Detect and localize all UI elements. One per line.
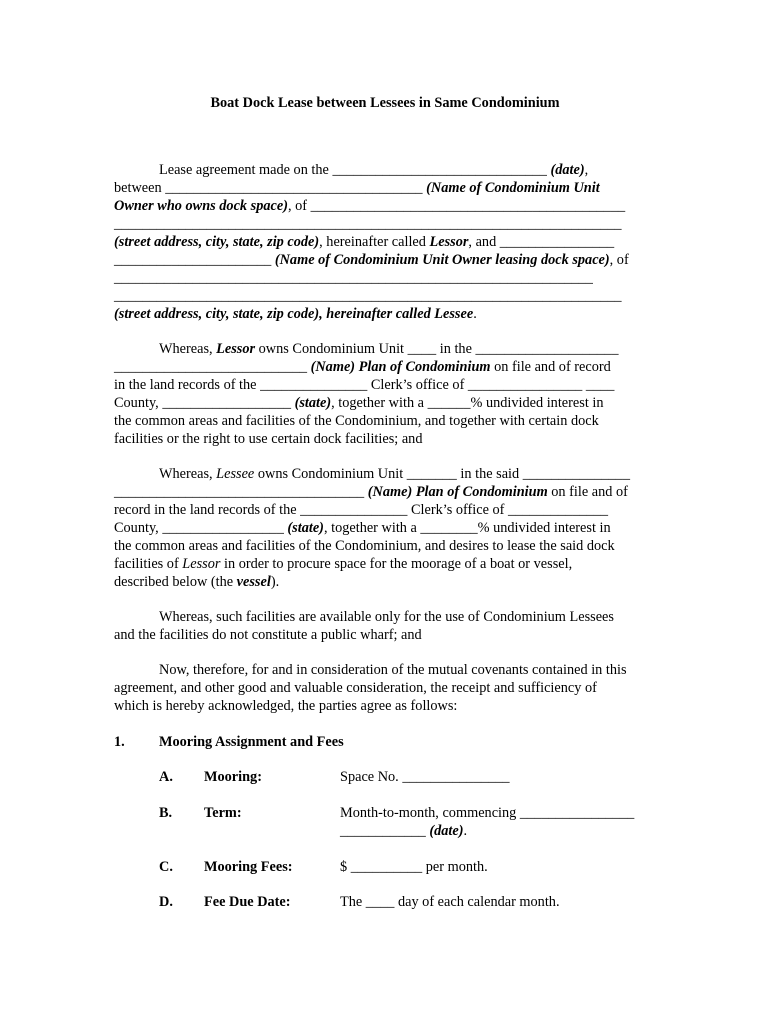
p2-line-4 [114, 394, 604, 412]
section-number: 1. [114, 734, 125, 750]
text-span: (Name of Condominium Unit Owner leasing dock space) [274, 252, 610, 268]
text-span: , together with a ________% undivided interest in [323, 520, 611, 536]
item-b-value: Month-to-month, commencing ________________ [340, 805, 635, 821]
text-span: (date) [550, 162, 585, 178]
text-span: between ____________________________________ [114, 180, 427, 196]
p2-line-1 [159, 340, 618, 358]
p3-line-5: the common areas and facilities of the Condominium, and desires to lease the said dock [114, 538, 615, 554]
text-span: , hereinafter called [319, 234, 430, 250]
text-span: ___________________________________ [114, 484, 368, 500]
text-span: Lessor [216, 341, 256, 357]
text-span: Owner who owns dock space) [114, 198, 288, 214]
text-span: . [463, 823, 468, 839]
text-span: on file and of record [490, 359, 611, 375]
text-span: Lessor [182, 556, 221, 572]
text-span: (state) [287, 520, 324, 536]
text-span: ___________________________ [114, 359, 311, 375]
p3-line-7 [114, 573, 279, 591]
text-span: , of [609, 252, 629, 268]
item-b-label: Term: [204, 805, 242, 821]
text-span: . [473, 306, 477, 322]
text-span: ____________ [340, 823, 430, 839]
p2-line-6: facilities or the right to use certain dock facilities; and [114, 431, 423, 447]
text-span: facilities of [114, 556, 183, 572]
p1-line-7: ___________________________________________________________________ [114, 270, 593, 286]
text-span: (Name) Plan of Condominium [310, 359, 491, 375]
text-span: on file and of [547, 484, 628, 500]
text-span: ______________________ [114, 252, 275, 268]
text-span: in order to procure space for the moorage of a boat or vessel, [220, 556, 573, 572]
p1-line-5 [114, 233, 614, 251]
item-a-letter: A. [159, 769, 173, 785]
text-span: (street address, city, state, zip code) [114, 234, 320, 250]
item-c-value: $ __________ per month. [340, 859, 488, 875]
text-span: vessel [236, 574, 271, 590]
text-span: (Name) Plan of Condominium [367, 484, 548, 500]
text-span: owns Condominium Unit _______ in the said _______________ [254, 466, 630, 482]
text-span: (date) [429, 823, 464, 839]
item-c-letter: C. [159, 859, 173, 875]
p1-line-3 [114, 197, 625, 215]
item-d-label: Fee Due Date: [204, 894, 291, 910]
text-span: Whereas, [159, 466, 217, 482]
text-span: owns Condominium Unit ____ in the ____________________ [255, 341, 619, 357]
text-span: Lessor [429, 234, 469, 250]
text-span: ). [270, 574, 280, 590]
p1-line-6 [114, 251, 629, 269]
text-span: (Name of Condominium Unit [426, 180, 600, 196]
p3-line-3: record in the land records of the _______________ Clerk’s office of ______________ [114, 502, 609, 518]
p4-line-1: Whereas, such facilities are available only for the use of Condominium Lessees [159, 609, 614, 625]
text-span: Lessee [216, 466, 255, 482]
text-span: , and ________________ [468, 234, 615, 250]
text-span: , of ____________________________________________ [287, 198, 626, 214]
item-d-letter: D. [159, 894, 173, 910]
item-a-value: Space No. _______________ [340, 769, 510, 785]
text-span: , together with a ______% undivided interest in [331, 395, 604, 411]
text-span: (street address, city, state, zip code), hereinafter called Lessee [114, 306, 474, 322]
item-b-value-line-2 [340, 822, 467, 840]
section-heading: Mooring Assignment and Fees [159, 734, 344, 750]
item-d-value: The ____ day of each calendar month. [340, 894, 560, 910]
p5-line-1: Now, therefore, for and in consideration of the mutual covenants contained in this [159, 662, 627, 678]
p1-line-4: _______________________________________________________________________ [114, 216, 622, 232]
p3-line-2 [114, 483, 628, 501]
p1-line-2 [114, 179, 600, 197]
p1-line-9 [114, 305, 477, 323]
p5-line-2: agreement, and other good and valuable consideration, the receipt and sufficiency of [114, 680, 597, 696]
text-span: County, _________________ [114, 520, 288, 536]
item-c-label: Mooring Fees: [204, 859, 293, 875]
text-span: Lease agreement made on the ______________________________ [159, 162, 551, 178]
p2-line-3: in the land records of the _______________ Clerk’s office of ________________ ____ [114, 377, 615, 393]
p2-line-2 [114, 358, 611, 376]
text-span: described below (the [114, 574, 237, 590]
p1-line-1 [159, 161, 588, 179]
text-span: County, __________________ [114, 395, 295, 411]
p2-line-5: the common areas and facilities of the Condominium, and together with certain dock [114, 413, 599, 429]
p3-line-6 [114, 555, 572, 573]
p1-line-8: _______________________________________________________________________ [114, 288, 622, 304]
p3-line-1 [159, 465, 630, 483]
text-span: , [584, 162, 589, 178]
p5-line-3: which is hereby acknowledged, the parties agree as follows: [114, 698, 458, 714]
text-span: Whereas, [159, 341, 217, 357]
item-a-label: Mooring: [204, 769, 262, 785]
p3-line-4 [114, 519, 611, 537]
document-title: Boat Dock Lease between Lessees in Same Condominium [210, 95, 560, 111]
p4-line-2: and the facilities do not constitute a public wharf; and [114, 627, 422, 643]
text-span: (state) [294, 395, 332, 411]
item-b-letter: B. [159, 805, 173, 821]
